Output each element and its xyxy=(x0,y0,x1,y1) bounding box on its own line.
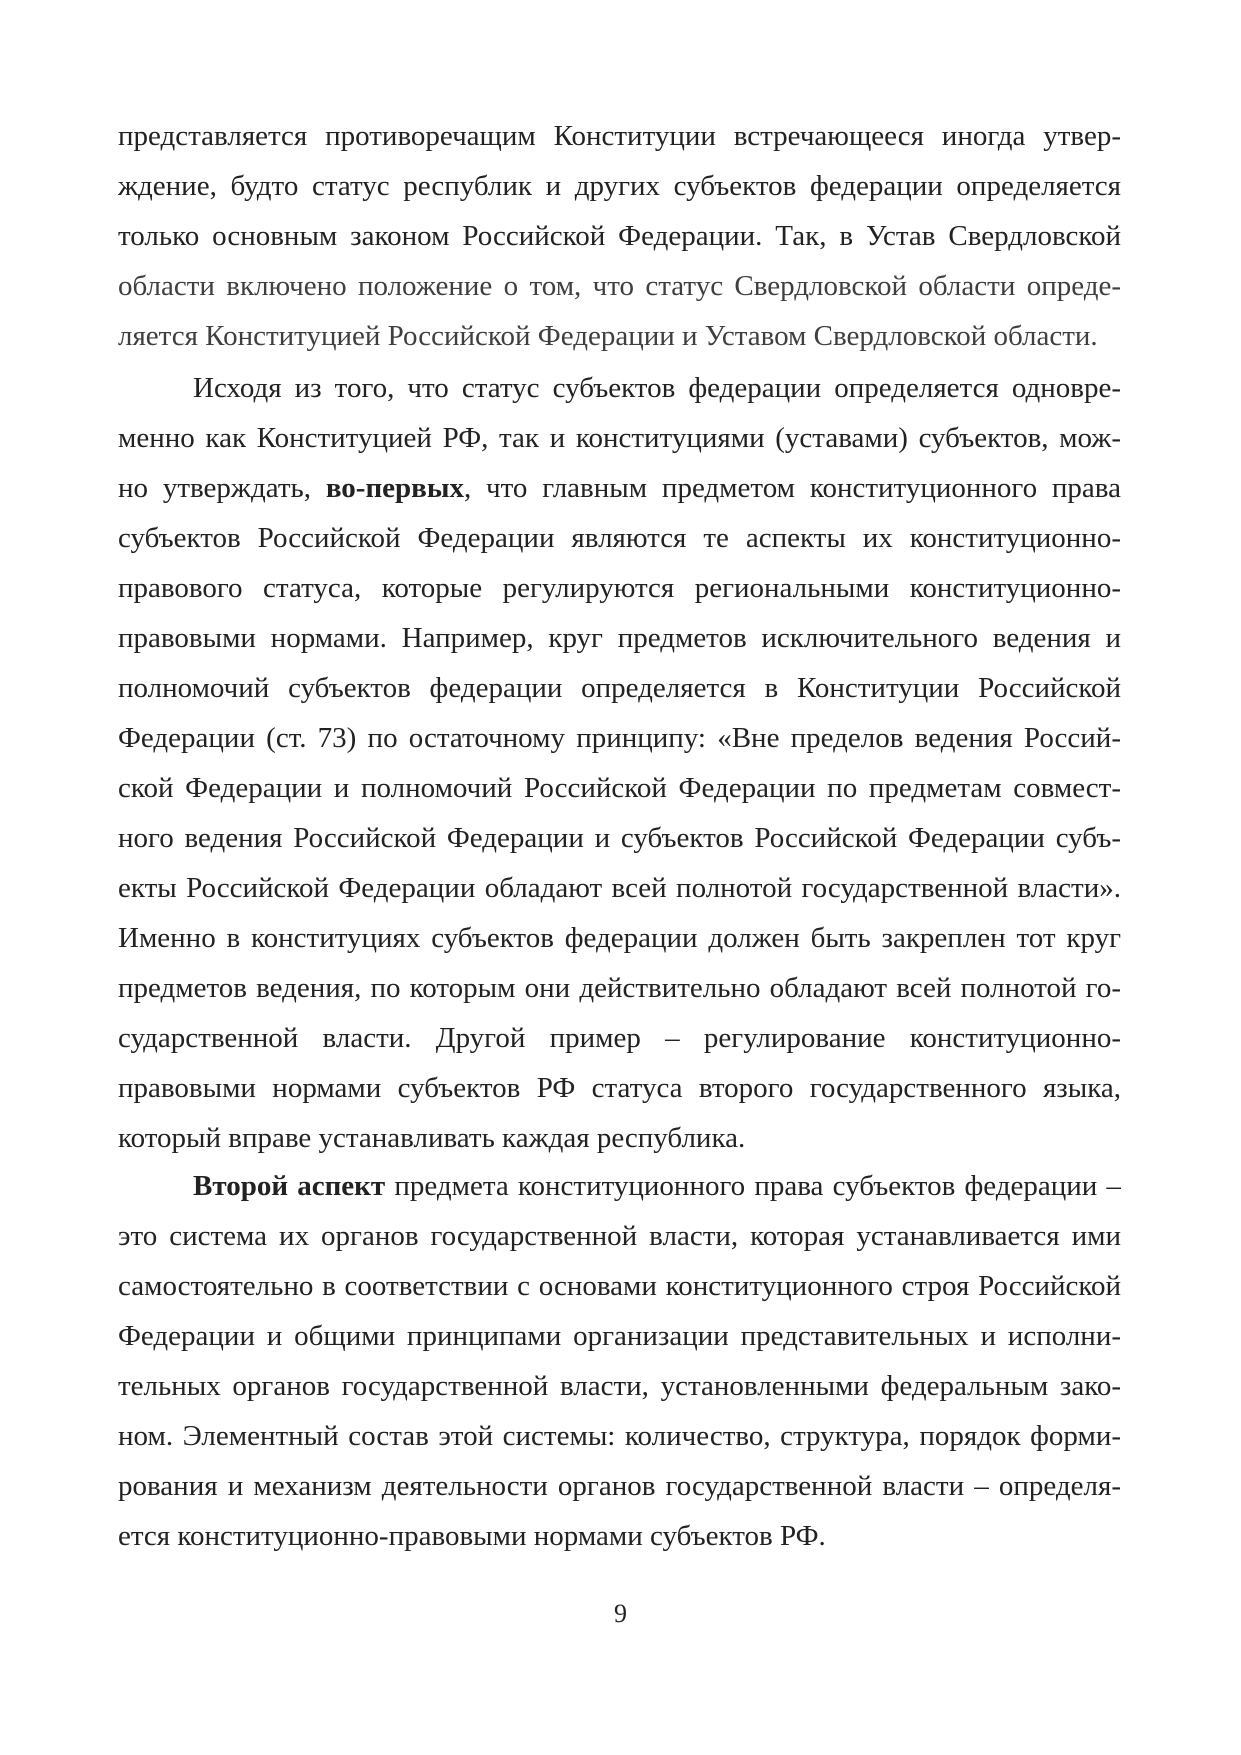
text-line: менно как Конституцией РФ, так и конституциями (уставами) субъектов, мож- xyxy=(118,422,1121,454)
emphasis-second-aspect: Второй аспект xyxy=(193,1170,386,1202)
text-line: Федерации и общими принципами организации представительных и исполни- xyxy=(118,1320,1121,1352)
text-line: рования и механизм деятельности органов государственной власти – определя- xyxy=(118,1470,1121,1502)
text-line: Федерации (ст. 73) по остаточному принципу: «Вне пределов ведения Россий- xyxy=(118,722,1121,754)
text-line: это система их органов государственной власти, которая устанавливается ими xyxy=(118,1220,1121,1252)
text-line: сударственной власти. Другой пример – регулирование конституционно- xyxy=(118,1022,1121,1054)
paragraph-2 xyxy=(118,363,1121,1163)
text-line: Исходя из того, что статус субъектов федерации определяется одновре- xyxy=(193,372,1121,404)
text-line: ется конституционно-правовыми нормами субъектов РФ. xyxy=(118,1520,826,1552)
text-line: правового статуса, которые регулируются региональными конституционно- xyxy=(118,572,1121,604)
text-line: который вправе устанавливать каждая республика. xyxy=(118,1122,746,1154)
paragraph-1 xyxy=(118,111,1121,361)
paragraph-3 xyxy=(118,1161,1121,1561)
text-line: правовыми нормами субъектов РФ статуса второго государственного языка, xyxy=(118,1072,1121,1104)
text-line: екты Российской Федерации обладают всей полнотой государственной власти». xyxy=(118,872,1121,904)
text-line: представляется противоречащим Конституции встречающееся иногда утвер- xyxy=(118,120,1121,152)
text-segment: предмета конституционного права субъектов федерации – xyxy=(385,1170,1121,1202)
text-line: предметов ведения, по которым они действительно обладают всей полнотой го- xyxy=(118,972,1121,1004)
text-line: правовыми нормами. Например, круг предметов исключительного ведения и xyxy=(118,622,1121,654)
emphasis-first: во-первых xyxy=(325,472,464,504)
text-line: ляется Конституцией Российской Федерации и Уставом Свердловской области. xyxy=(118,320,1098,352)
text-line: самостоятельно в соответствии с основами конституционного строя Российской xyxy=(118,1270,1121,1302)
text-line-with-emphasis xyxy=(118,463,1121,513)
text-line: ской Федерации и полномочий Российской Федерации по предметам совмест- xyxy=(118,772,1121,804)
text-line-with-emphasis xyxy=(118,1161,1121,1211)
text-line: Именно в конституциях субъектов федерации должен быть закреплен тот круг xyxy=(118,922,1121,954)
text-line: ного ведения Российской Федерации и субъектов Российской Федерации субъ- xyxy=(118,822,1121,854)
text-line: ждение, будто статус республик и других субъектов федерации определяется xyxy=(118,170,1121,202)
text-line: только основным законом Российской Федерации. Так, в Устав Свердловской xyxy=(118,220,1121,252)
text-line: тельных органов государственной власти, установленными федеральным зако- xyxy=(118,1370,1121,1402)
text-segment: , что главным предметом конституционного права xyxy=(463,472,1121,504)
text-line: области включено положение о том, что статус Свердловской области опреде- xyxy=(118,270,1121,302)
page-number: 9 xyxy=(614,1599,627,1628)
text-line: ном. Элементный состав этой системы: количество, структура, порядок форми- xyxy=(118,1420,1121,1452)
text-line: полномочий субъектов федерации определяется в Конституции Российской xyxy=(118,672,1121,704)
text-segment: но утверждать, xyxy=(118,472,326,504)
text-line: субъектов Российской Федерации являются те аспекты их конституционно- xyxy=(118,522,1121,554)
